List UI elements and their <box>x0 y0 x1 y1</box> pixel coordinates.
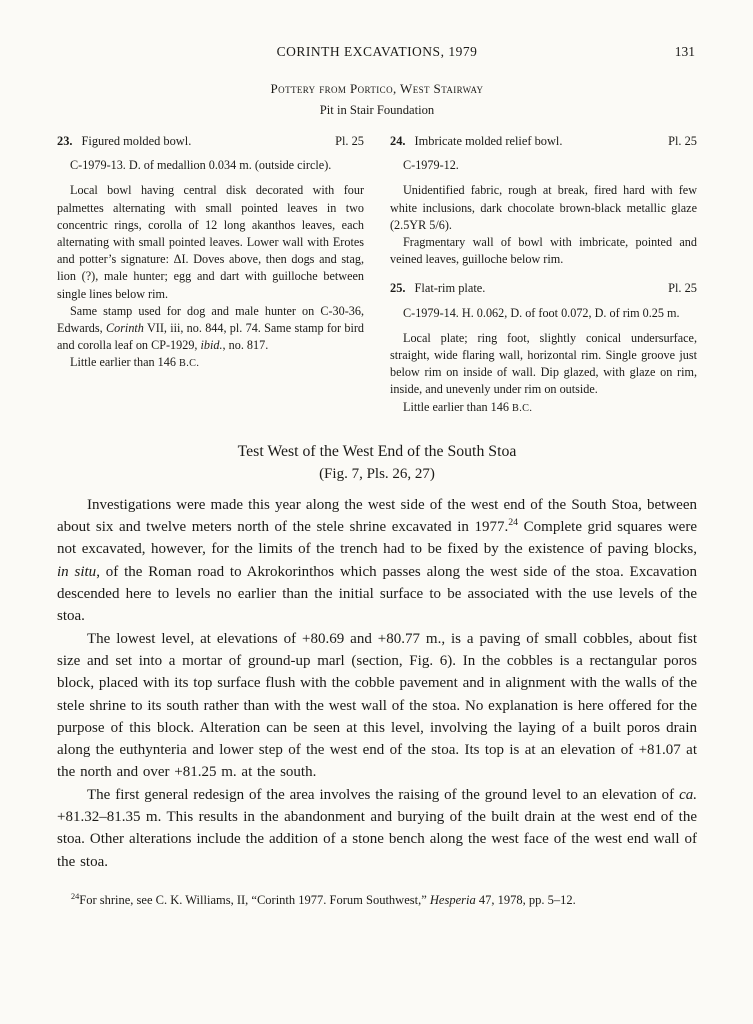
entry-25-plate-ref: Pl. 25 <box>668 281 697 296</box>
text-run: For shrine, see C. K. Williams, II, “Corinth 1977. Forum Southwest,” <box>79 892 430 907</box>
entry-24-title: Imbricate molded relief bowl. <box>414 134 563 148</box>
footnote-24 <box>57 892 697 908</box>
entry-24-plate-ref: Pl. 25 <box>668 134 697 148</box>
page-header <box>57 44 697 62</box>
catalog-column-left <box>57 133 364 417</box>
small-caps-text: B.C. <box>511 402 533 414</box>
entry-24-fabric: Unidentified fabric, rough at break, fired hard with few white inclusions, dark chocolate brown-black metallic glaze (2.5YR 5/6). <box>390 183 697 232</box>
small-caps-text: B.C. <box>178 358 200 370</box>
text-run: , no. 817. <box>222 338 269 353</box>
catalog-entry-24 <box>390 133 697 268</box>
entry-24-number: 24. <box>390 134 406 148</box>
footnote-reference: 24 <box>71 891 80 901</box>
entry-24-title-group <box>390 133 562 150</box>
entry-23-heading <box>57 133 364 150</box>
entry-25-heading <box>390 280 697 297</box>
italic-text: ca. <box>679 786 697 803</box>
running-head: CORINTH EXCAVATIONS, 1979 <box>276 44 478 59</box>
text-run: Little earlier than 146 <box>70 355 179 370</box>
page-number: 131 <box>674 44 695 59</box>
section-title: Test West of the West End of the South Stoa <box>237 442 517 460</box>
entry-24-id-line: C-1979-12. <box>403 158 459 173</box>
entry-25-id-line: C-1979-14. H. 0.062, D. of foot 0.072, D. of rim 0.25 m. <box>403 305 680 320</box>
text-run: Little earlier than 146 <box>403 399 512 414</box>
entry-25-date <box>390 399 697 417</box>
italic-text: Corinth <box>105 321 144 336</box>
entry-23-comparanda <box>57 303 364 355</box>
entry-23-number: 23. <box>57 134 73 148</box>
text-run: +81.32–81.35 m. This results in the abandonment and burying of the built drain at the west end of the stoa. Other alterations include the addition of a stone bench along the west face of the west end wall of the stoa. <box>57 809 697 870</box>
entry-25-title: Flat-rim plate. <box>414 281 486 296</box>
body-paragraph-3 <box>57 784 697 873</box>
catalog-columns <box>57 133 697 417</box>
catalog-entry-23 <box>57 133 364 373</box>
entry-24-description: Fragmentary wall of bowl with imbricate, pointed and veined leaves, guilloche below rim. <box>390 235 697 267</box>
text-run: VII, iii, no. 844, pl. 74. Same stamp for bird and corolla leaf on CP-1929, <box>57 321 364 353</box>
entry-25-title-group <box>390 280 485 297</box>
entry-23-date <box>57 354 364 372</box>
entry-23-title-group <box>57 133 191 150</box>
catalog-section-subtitle: Pit in Stair Foundation <box>319 103 435 117</box>
text-run: The first general redesign of the area involves the raising of the ground level to an elevation of <box>87 786 680 803</box>
catalog-entry-25 <box>390 280 697 416</box>
entry-25-description: Local plate; ring foot, slightly conical undersurface, straight, wide flaring wall, horizontal rim. Single groove just below rim on inside of wall. Dip glazed, with glaze on rim, inside, and unevenly under rim on outside. <box>390 330 697 397</box>
entry-23-id-line: C-1979-13. D. of medallion 0.034 m. (outside circle). <box>70 158 332 173</box>
italic-text: Hesperia <box>429 892 476 907</box>
italic-text: in situ <box>57 563 97 580</box>
text-run: Investigations were made this year along the west side of the west end of the South Stoa, between about six and twelve meters north of the stele shrine excavated in 1977. <box>57 496 697 536</box>
text-run: Same stamp used for dog and male hunter on C-30-36, Edwards, <box>57 303 364 336</box>
entry-25-number: 25. <box>390 281 406 296</box>
catalog-column-right <box>390 133 697 417</box>
entry-23-plate-ref: Pl. 25 <box>335 134 364 148</box>
section-figure-ref: (Fig. 7, Pls. 26, 27) <box>319 465 435 482</box>
footnote-reference: 24 <box>508 517 519 529</box>
entry-24-heading <box>390 133 697 150</box>
entry-23-title: Figured molded bowl. <box>81 134 192 148</box>
text-run: 47, 1978, pp. 5–12. <box>475 892 576 907</box>
italic-text: ibid. <box>200 338 223 353</box>
entry-23-description: Local bowl having central disk decorated with four palmettes alternating with small pointed leaves in two concentric rings, corolla of 12 long akanthos leaves, each alternating with small pointed leaves. Lower wall with Erotes and potter’s signature: ΔΙ. Doves above, then dogs and stag, lion (?), male hunter; egg and dart with guilloche between single lines below rim. <box>57 183 364 301</box>
text-run: Complete grid squares were not excavated, however, for the limits of the trench had to be fixed by the existence of paving blocks, <box>57 519 697 558</box>
body-paragraph-1 <box>57 494 697 628</box>
body-paragraph-2: The lowest level, at elevations of +80.69 and +80.77 m., is a paving of small cobbles, about fist size and set into a mortar of ground-up marl (section, Fig. 6). In the cobbles is a rectangular poros block, placed with its top surface flush with the cobble pavement and in alignment with the walls of the stele shrine to its south rather than with the west wall of the stoa. No explanation is here offered for the purpose of this block. Alteration can be seen at this level, involving the laying of a built poros drain along the euthynteria and lower step of the west end of the stoa. Its top is at an elevation of +81.07 at the north and over +81.25 m. at the south. <box>57 630 697 781</box>
text-run: , of the Roman road to Akrokorinthos which passes along the west side of the stoa. Excavation descended here to levels no earlier than the initial surface to be associated with the use levels of the stoa. <box>57 563 697 625</box>
catalog-section-title: Pottery from Portico, West Stairway <box>270 81 484 96</box>
